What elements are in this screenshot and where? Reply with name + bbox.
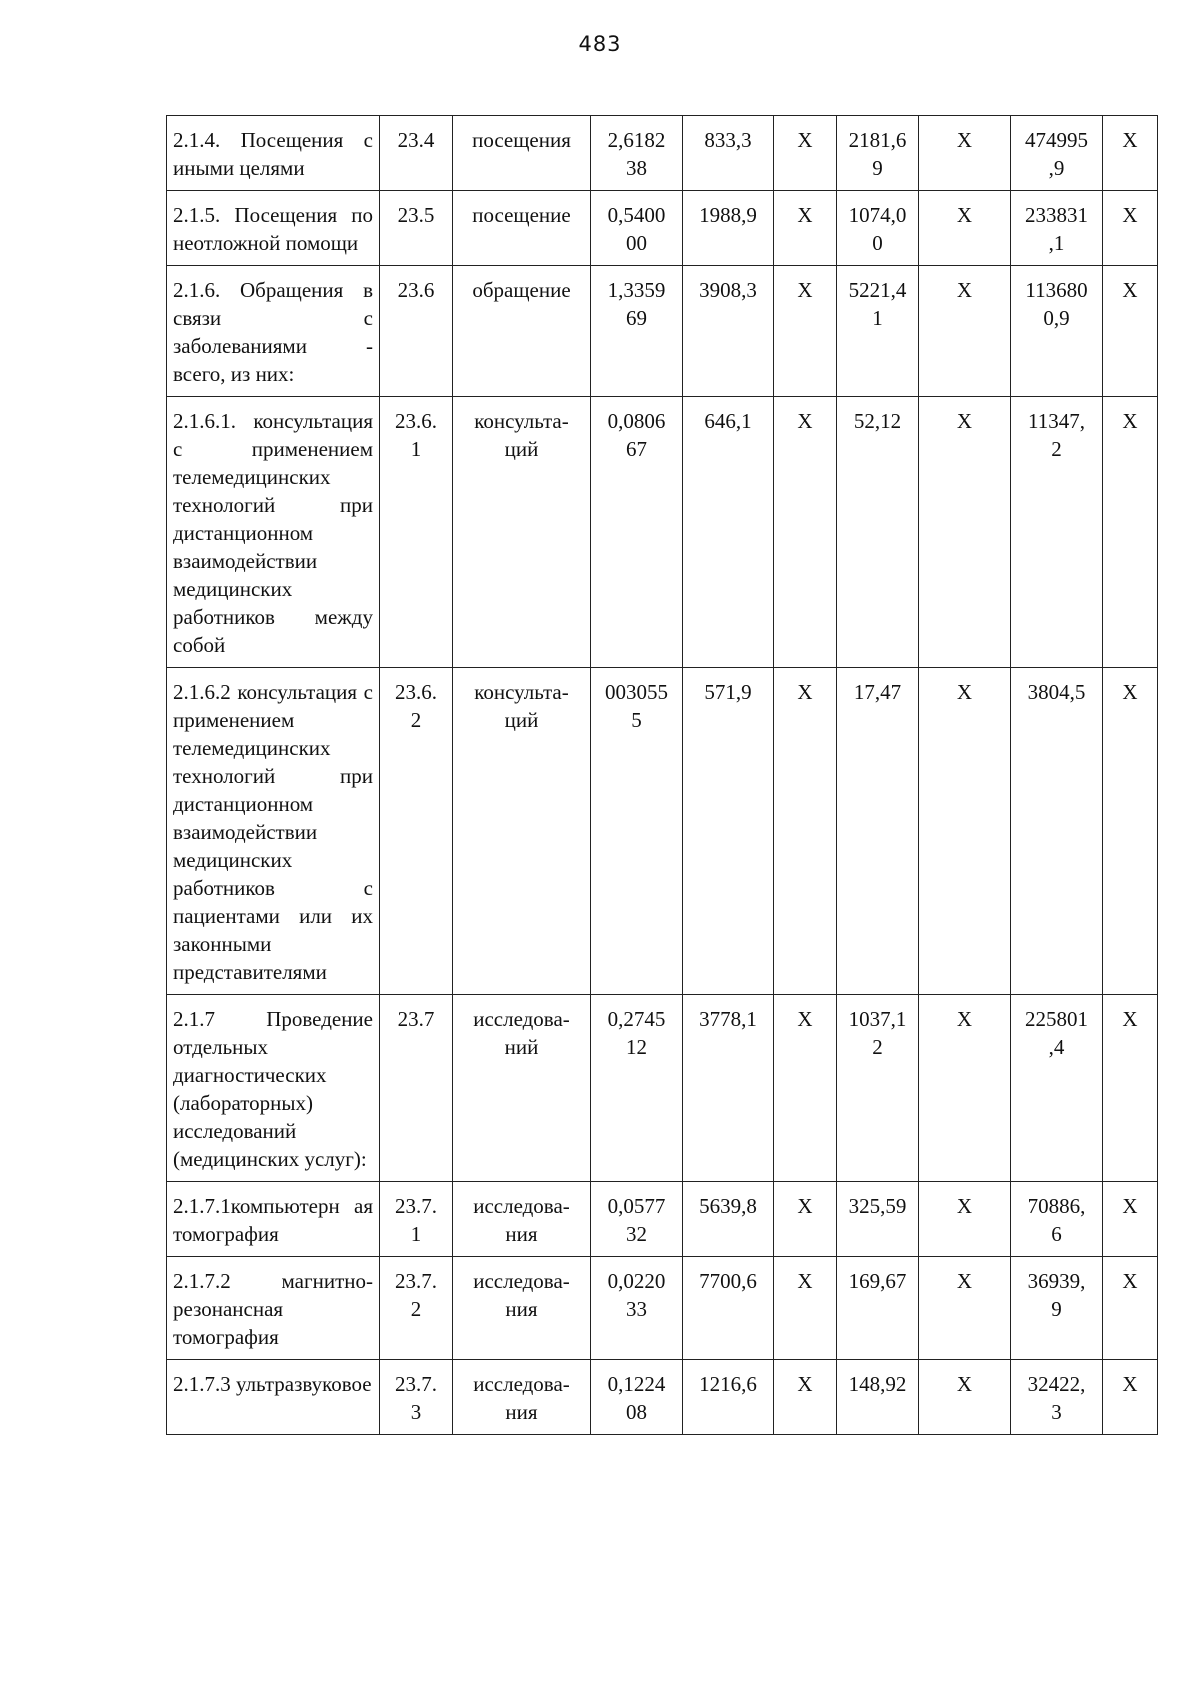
cell-text: 2181,6 9: [848, 128, 907, 180]
cell-text: X: [956, 680, 973, 704]
cell-text: исследова- ний: [473, 1007, 570, 1059]
cell-text: 0,2745 12: [607, 1007, 666, 1059]
cell-text: обращение: [472, 278, 571, 302]
cell-text: 325,59: [848, 1194, 907, 1218]
row-code-cell: [380, 1182, 453, 1257]
cell-text: 225801 ,4: [1025, 1007, 1088, 1059]
row-x-2-cell: [919, 191, 1011, 266]
row-value-2-cell: [683, 191, 774, 266]
row-code-cell: [380, 1257, 453, 1360]
row-value-4-cell: [1011, 397, 1103, 668]
row-value-1-cell: [591, 191, 683, 266]
row-value-4-cell: [1011, 668, 1103, 995]
page-number: 483: [578, 32, 622, 56]
table-row: [167, 116, 1158, 191]
row-x-3-cell: [1103, 1360, 1158, 1435]
table-row: [167, 397, 1158, 668]
table-row: [167, 1360, 1158, 1435]
row-value-2-cell: [683, 397, 774, 668]
row-x-3-cell: [1103, 191, 1158, 266]
cell-text: 2.1.6.2 консультация с применением телемедицинских технологий при дистанционном взаимодействии медицинских работников с пациентами или их законными представителями: [173, 680, 373, 984]
cell-text: 23.7: [397, 1007, 435, 1031]
cell-text: 23.5: [397, 203, 435, 227]
row-x-1-cell: [774, 1360, 837, 1435]
row-x-2-cell: [919, 995, 1011, 1182]
row-name-cell: [167, 668, 380, 995]
cell-text: консульта- ций: [474, 680, 569, 732]
row-value-1-cell: [591, 266, 683, 397]
cell-text: X: [797, 128, 813, 152]
row-unit-cell: [453, 995, 591, 1182]
row-value-4-cell: [1011, 1360, 1103, 1435]
row-x-1-cell: [774, 191, 837, 266]
row-x-3-cell: [1103, 1182, 1158, 1257]
cell-text: 32422, 3: [1027, 1372, 1086, 1424]
cell-text: X: [1122, 680, 1138, 704]
cell-text: 2.1.6.1. консультация с применением телемедицинских технологий при дистанционном взаимодействии медицинских работников между собой: [173, 409, 373, 657]
cell-text: 23.4: [397, 128, 435, 152]
row-value-4-cell: [1011, 266, 1103, 397]
row-value-4-cell: [1011, 1257, 1103, 1360]
row-value-4-cell: [1011, 1182, 1103, 1257]
cell-text: X: [1122, 1007, 1138, 1031]
cell-text: 113680 0,9: [1025, 278, 1088, 330]
row-value-3-cell: [837, 1360, 919, 1435]
row-unit-cell: [453, 116, 591, 191]
row-unit-cell: [453, 1257, 591, 1360]
cell-text: X: [956, 409, 973, 433]
cell-text: 52,12: [853, 409, 902, 433]
row-unit-cell: [453, 1360, 591, 1435]
cell-text: X: [797, 203, 813, 227]
row-value-3-cell: [837, 116, 919, 191]
cell-text: 833,3: [704, 128, 752, 152]
cell-text: 1988,9: [699, 203, 757, 227]
cell-text: 3908,3: [699, 278, 757, 302]
row-x-3-cell: [1103, 116, 1158, 191]
row-x-2-cell: [919, 1360, 1011, 1435]
row-x-3-cell: [1103, 266, 1158, 397]
cell-text: 474995 ,9: [1025, 128, 1088, 180]
row-value-4-cell: [1011, 191, 1103, 266]
cell-text: 1074,0 0: [848, 203, 907, 255]
cell-text: 23.6: [397, 278, 435, 302]
row-value-1-cell: [591, 1360, 683, 1435]
row-name-cell: [167, 397, 380, 668]
cell-text: 1037,1 2: [848, 1007, 907, 1059]
cell-text: X: [797, 1269, 813, 1293]
cell-text: 3778,1: [699, 1007, 757, 1031]
cell-text: X: [797, 680, 813, 704]
row-name-cell: [167, 995, 380, 1182]
cell-text: X: [956, 278, 973, 302]
cell-text: 11347, 2: [1028, 409, 1085, 461]
row-value-3-cell: [837, 668, 919, 995]
row-value-2-cell: [683, 266, 774, 397]
row-value-2-cell: [683, 1182, 774, 1257]
row-x-2-cell: [919, 397, 1011, 668]
row-value-1-cell: [591, 995, 683, 1182]
row-unit-cell: [453, 266, 591, 397]
row-value-4-cell: [1011, 116, 1103, 191]
row-value-2-cell: [683, 995, 774, 1182]
cell-text: 2.1.6. Обращения в связи с заболеваниями - всего, из них:: [173, 278, 373, 386]
row-value-3-cell: [837, 1182, 919, 1257]
cell-text: посещения: [472, 128, 571, 152]
row-x-2-cell: [919, 668, 1011, 995]
cell-text: X: [797, 1007, 813, 1031]
cell-text: 23.7. 1: [395, 1194, 437, 1246]
cell-text: X: [956, 1372, 973, 1396]
cell-text: X: [956, 1194, 973, 1218]
row-name-cell: [167, 266, 380, 397]
table-row: [167, 668, 1158, 995]
table-row: [167, 995, 1158, 1182]
row-value-1-cell: [591, 668, 683, 995]
cell-text: 148,92: [848, 1372, 907, 1396]
row-value-1-cell: [591, 1182, 683, 1257]
cell-text: 2.1.4. Посещения с иными целями: [173, 128, 373, 180]
cell-text: 2,6182 38: [607, 128, 666, 180]
cell-text: 1216,6: [699, 1372, 757, 1396]
row-name-cell: [167, 1257, 380, 1360]
cell-text: 0,1224 08: [607, 1372, 666, 1424]
row-x-3-cell: [1103, 995, 1158, 1182]
cell-text: 003055 5: [605, 680, 668, 732]
cell-text: X: [1122, 278, 1138, 302]
cell-text: X: [1122, 1269, 1138, 1293]
row-x-3-cell: [1103, 668, 1158, 995]
row-x-2-cell: [919, 1257, 1011, 1360]
cell-text: X: [797, 409, 813, 433]
cell-text: исследова- ния: [473, 1194, 570, 1246]
data-table: [166, 115, 1158, 1435]
table-row: [167, 191, 1158, 266]
cell-text: X: [797, 1194, 813, 1218]
row-value-3-cell: [837, 995, 919, 1182]
table-body: [167, 116, 1158, 1435]
cell-text: 2.1.7 Проведение отдельных диагностических (лабораторных) исследований (медицинских услуг):: [173, 1007, 373, 1171]
row-name-cell: [167, 116, 380, 191]
row-x-2-cell: [919, 116, 1011, 191]
row-code-cell: [380, 1360, 453, 1435]
row-x-3-cell: [1103, 397, 1158, 668]
cell-text: исследова- ния: [473, 1372, 570, 1424]
cell-text: X: [1122, 203, 1138, 227]
cell-text: 2.1.7.1компьютерн ая томография: [173, 1194, 373, 1246]
row-x-1-cell: [774, 266, 837, 397]
cell-text: 169,67: [848, 1269, 907, 1293]
cell-text: 23.7. 3: [395, 1372, 437, 1424]
row-code-cell: [380, 266, 453, 397]
row-x-2-cell: [919, 1182, 1011, 1257]
row-unit-cell: [453, 668, 591, 995]
row-value-1-cell: [591, 397, 683, 668]
row-x-1-cell: [774, 668, 837, 995]
row-code-cell: [380, 116, 453, 191]
cell-text: 0,0806 67: [607, 409, 666, 461]
row-value-1-cell: [591, 1257, 683, 1360]
cell-text: 2.1.7.3 ультразвуковое: [173, 1372, 372, 1396]
cell-text: 7700,6: [699, 1269, 757, 1293]
cell-text: X: [956, 1007, 973, 1031]
cell-text: X: [797, 1372, 813, 1396]
row-value-3-cell: [837, 266, 919, 397]
row-code-cell: [380, 397, 453, 668]
row-value-2-cell: [683, 1257, 774, 1360]
cell-text: 5639,8: [699, 1194, 757, 1218]
cell-text: 2.1.7.2 магнитно-резонансная томография: [173, 1269, 373, 1349]
cell-text: 5221,4 1: [848, 278, 907, 330]
cell-text: исследова- ния: [473, 1269, 570, 1321]
row-unit-cell: [453, 191, 591, 266]
cell-text: 571,9: [704, 680, 752, 704]
cell-text: консульта- ций: [474, 409, 569, 461]
table-row: [167, 1182, 1158, 1257]
cell-text: X: [956, 1269, 973, 1293]
row-unit-cell: [453, 1182, 591, 1257]
row-x-1-cell: [774, 1182, 837, 1257]
row-value-4-cell: [1011, 995, 1103, 1182]
cell-text: 2.1.5. Посещения по неотложной помощи: [173, 203, 373, 255]
row-value-3-cell: [837, 191, 919, 266]
row-value-3-cell: [837, 397, 919, 668]
row-code-cell: [380, 668, 453, 995]
cell-text: 646,1: [704, 409, 752, 433]
row-name-cell: [167, 1182, 380, 1257]
row-unit-cell: [453, 397, 591, 668]
cell-text: 17,47: [853, 680, 902, 704]
cell-text: 23.7. 2: [395, 1269, 437, 1321]
row-x-1-cell: [774, 397, 837, 668]
table-row: [167, 266, 1158, 397]
cell-text: 0,5400 00: [607, 203, 666, 255]
cell-text: X: [956, 128, 973, 152]
cell-text: X: [1122, 1372, 1138, 1396]
row-x-1-cell: [774, 116, 837, 191]
row-name-cell: [167, 191, 380, 266]
row-value-2-cell: [683, 116, 774, 191]
cell-text: X: [797, 278, 813, 302]
row-code-cell: [380, 995, 453, 1182]
cell-text: X: [1122, 409, 1138, 433]
row-value-2-cell: [683, 668, 774, 995]
cell-text: 23.6. 2: [395, 680, 437, 732]
row-x-3-cell: [1103, 1257, 1158, 1360]
row-x-2-cell: [919, 266, 1011, 397]
table-row: [167, 1257, 1158, 1360]
cell-text: X: [1122, 128, 1138, 152]
row-x-1-cell: [774, 1257, 837, 1360]
cell-text: 36939, 9: [1027, 1269, 1086, 1321]
row-x-1-cell: [774, 995, 837, 1182]
cell-text: 0,0577 32: [607, 1194, 666, 1246]
cell-text: X: [1122, 1194, 1138, 1218]
cell-text: 233831 ,1: [1025, 203, 1088, 255]
row-name-cell: [167, 1360, 380, 1435]
cell-text: 1,3359 69: [607, 278, 666, 330]
row-value-1-cell: [591, 116, 683, 191]
row-value-3-cell: [837, 1257, 919, 1360]
cell-text: X: [956, 203, 973, 227]
cell-text: посещение: [472, 203, 571, 227]
cell-text: 70886, 6: [1027, 1194, 1086, 1246]
cell-text: 3804,5: [1027, 680, 1086, 704]
row-code-cell: [380, 191, 453, 266]
cell-text: 0,0220 33: [607, 1269, 666, 1321]
cell-text: 23.6. 1: [395, 409, 437, 461]
row-value-2-cell: [683, 1360, 774, 1435]
